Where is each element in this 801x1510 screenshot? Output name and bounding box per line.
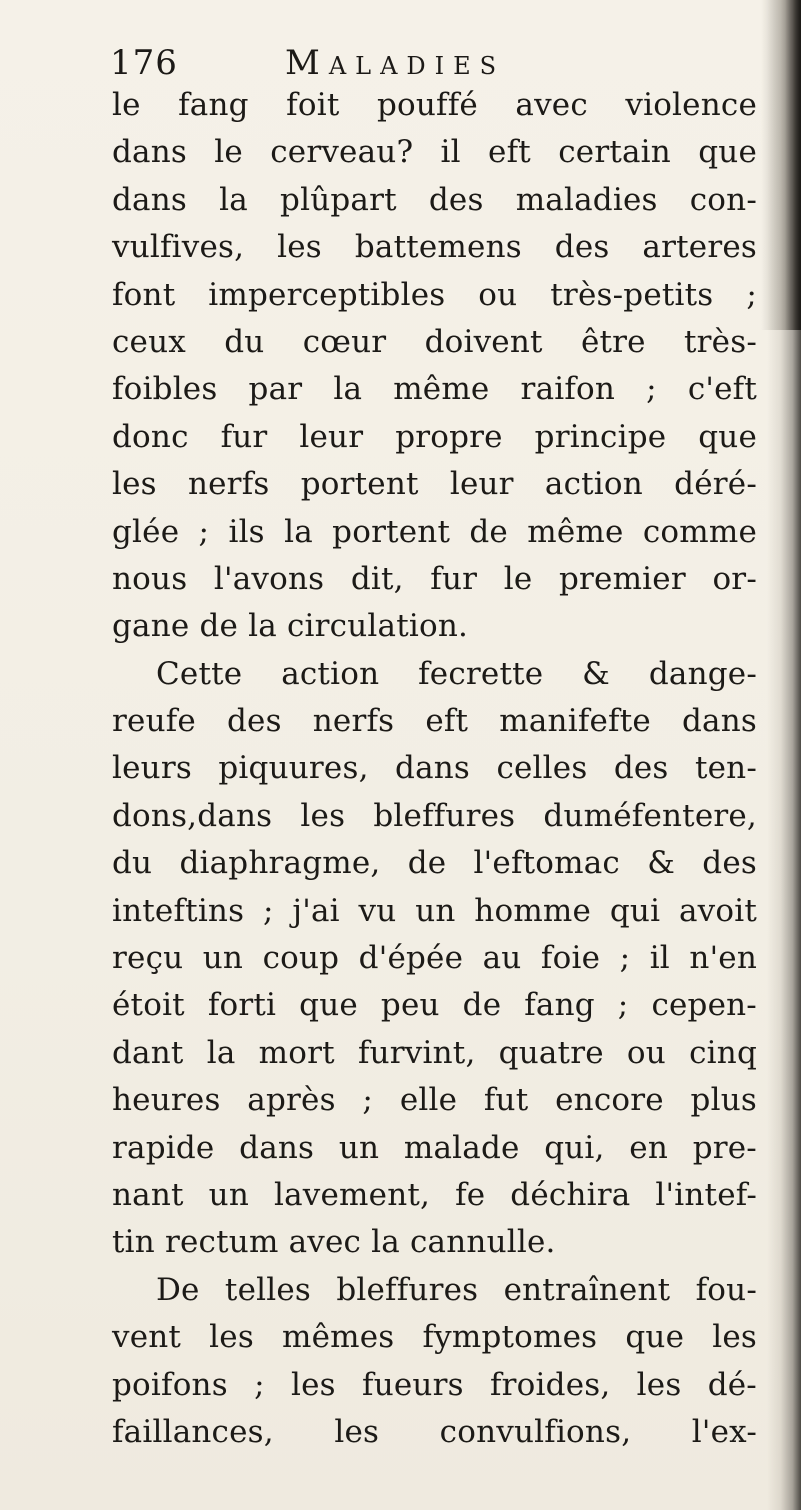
page-number: 176 (110, 43, 178, 83)
paragraph-end-line: gane de la circulation. (112, 608, 469, 645)
text-line: leurs piquures, dans celles des ten- (112, 750, 757, 787)
text-line: du diaphragme, de l'eftomac & des (112, 845, 757, 882)
running-title: Maladies (285, 43, 506, 83)
text-line: reufe des nerfs eft manifefte dans (112, 703, 757, 740)
text-line: ceux du cœur doivent être très- (112, 323, 757, 360)
text-line: heures après ; elle fut encore plus (112, 1082, 757, 1119)
text-line: vulfives, les battemens des arteres (112, 229, 757, 266)
text-line: les nerfs portent leur action déré- (112, 466, 757, 503)
text-line: donc fur leur propre principe que (112, 418, 757, 455)
text-line: dans le cerveau? il eft certain que (112, 134, 757, 171)
text-line: reçu un coup d'épée au foie ; il n'en (112, 940, 757, 977)
paragraph-end-line: tin rectum avec la cannulle. (112, 1224, 556, 1261)
text-line: le fang foit pouffé avec violence (112, 87, 757, 123)
text-line: rapide dans un malade qui, en pre- (112, 1129, 757, 1166)
text-line: inteftins ; j'ai vu un homme qui avoit (112, 892, 757, 929)
text-line: vent les mêmes fymptomes que les (112, 1319, 757, 1356)
text-line: foibles par la même raifon ; c'eft (112, 371, 757, 408)
text-line: étoit forti que peu de fang ; cepen- (112, 987, 757, 1024)
text-line: dant la mort furvint, quatre ou cinq (112, 1034, 757, 1071)
text-line: nous l'avons dit, fur le premier or- (112, 560, 757, 597)
text-line: glée ; ils la portent de même comme (112, 513, 757, 550)
text-line: poifons ; les fueurs froides, les dé- (112, 1366, 757, 1403)
book-spine-edge (767, 0, 801, 1510)
text-line: faillances, les convulfions, l'ex- (112, 1413, 757, 1450)
paragraph-start-line: De telles bleffures entraînent fou- (156, 1271, 757, 1308)
text-line: nant un lavement, fe déchira l'intef- (112, 1176, 757, 1213)
text-line: dons,dans les bleffures duméfentere, (112, 797, 757, 834)
text-line: dans la plûpart des maladies con- (112, 181, 757, 218)
paragraph-start-line: Cette action fecrette & dange- (156, 655, 757, 692)
text-line: font imperceptibles ou très-petits ; (112, 276, 757, 313)
body-text (112, 82, 757, 1456)
